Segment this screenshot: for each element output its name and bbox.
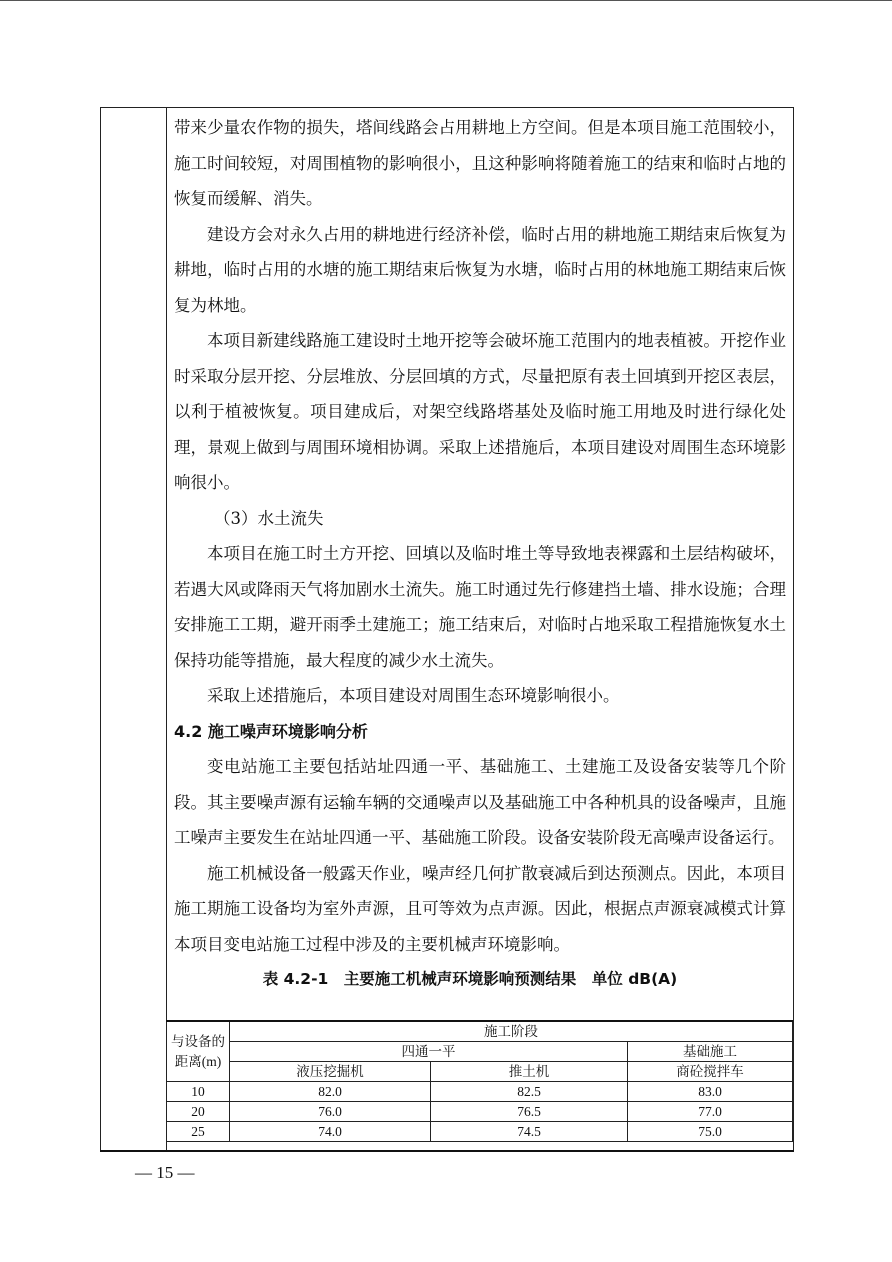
table-group-row: [167, 1042, 793, 1062]
paragraph-noise-stages: 变电站施工主要包括站址四通一平、基础施工、土建施工及设备安装等几个阶段。其主要噪声源有运输车辆的交通噪声以及基础施工中各种机具的设备噪声，且施工噪声主要发生在站址四通一平、基础施工阶段。设备安装阶段无高噪声设备运行。: [174, 757, 786, 847]
noise-prediction-table: [166, 1020, 793, 1142]
paragraph-conclusion: 采取上述措施后，本项目建设对周围生态环境影响很小。: [207, 686, 620, 705]
table-row: [167, 1122, 793, 1142]
table-cell: 75.0: [628, 1122, 793, 1142]
table-cell: 77.0: [628, 1102, 793, 1122]
paragraph-compensation: 建设方会对永久占用的耕地进行经济补偿，临时占用的耕地施工期结束后恢复为耕地，临时占用的水塘的施工期结束后恢复为水塘，临时占用的林地施工期结束后恢复为林地。: [174, 224, 786, 315]
machine-header: 液压挖掘机: [230, 1062, 431, 1082]
table-row: [167, 1102, 793, 1122]
table-machine-row: [167, 1062, 793, 1082]
page-number: — 15 —: [135, 1163, 195, 1182]
table-row: [167, 1082, 793, 1102]
paragraph-crop-loss: 带来少量农作物的损失，塔间线路会占用耕地上方空间。但是本项目施工范围较小，施工时间较短，对周围植物的影响很小，且这种影响将随着施工的结束和临时占地的恢复而缓解、消失。: [174, 118, 786, 208]
table-cell: 76.5: [431, 1102, 628, 1122]
machine-header: 商砼搅拌车: [628, 1062, 793, 1082]
body-content: [174, 110, 786, 997]
distance-header: 与设备的距离(m): [167, 1021, 230, 1082]
section-heading-noise: 4.2 施工噪声环境影响分析: [174, 721, 368, 741]
table-cell: 82.0: [230, 1082, 431, 1102]
table-cell: 74.0: [230, 1122, 431, 1142]
paragraph-soil-erosion: 本项目在施工时土方开挖、回填以及临时堆土等导致地表裸露和土层结构破坏，若遇大风或降雨天气将加剧水土流失。施工时通过先行修建挡土墙、排水设施；合理安排施工工期，避开雨季土建施工；施工结束后，对临时占地采取工程措施恢复水土保持功能等措施，最大程度的减少水土流失。: [174, 544, 786, 670]
table-cell: 10: [167, 1082, 230, 1102]
left-column-divider: [166, 107, 167, 1151]
frame-bottom-rule: [100, 1150, 794, 1152]
table-cell: 25: [167, 1122, 230, 1142]
top-rule: [0, 0, 892, 1]
paragraph-noise-model: 施工机械设备一般露天作业，噪声经几何扩散衰减后到达预测点。因此，本项目施工期施工设备均为室外声源，且可等效为点声源。因此，根据点声源衰减模式计算本项目变电站施工过程中涉及的主要机械声环境影响。: [174, 863, 786, 954]
group-header: 四通一平: [230, 1042, 628, 1062]
machine-header: 推土机: [431, 1062, 628, 1082]
table-caption: 表 4.2-1 主要施工机械声环境影响预测结果 单位 dB(A): [262, 970, 678, 988]
table-cell: 83.0: [628, 1082, 793, 1102]
group-header: 基础施工: [628, 1042, 793, 1062]
table-cell: 76.0: [230, 1102, 431, 1122]
paragraph-vegetation: 本项目新建线路施工建设时土地开挖等会破坏施工范围内的地表植被。开挖作业时采取分层开挖、分层堆放、分层回填的方式，尽量把原有表土回填到开挖区表层，以利于植被恢复。项目建成后，对架空线路塔基处及临时施工用地及时进行绿化处理，景观上做到与周围环境相协调。采取上述措施后，本项目建设对周围生态环境影响很小。: [174, 331, 786, 492]
subsection-soil-erosion: （3）水土流失: [214, 508, 324, 528]
stage-header: 施工阶段: [230, 1021, 793, 1042]
table-cell: 20: [167, 1102, 230, 1122]
table-header-row: [167, 1021, 793, 1042]
table-cell: 74.5: [431, 1122, 628, 1142]
table-cell: 82.5: [431, 1082, 628, 1102]
